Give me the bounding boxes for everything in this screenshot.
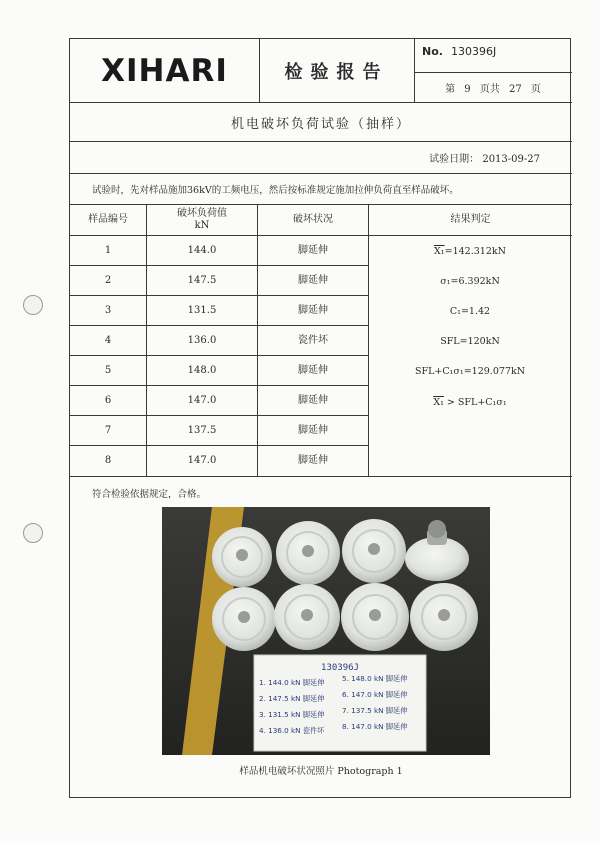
card-line-2: 2. 147.5 kN 脚延伸 [259,694,325,703]
table-row-5-no: 5 [104,364,112,376]
table-row-1-failure: 脚延伸 [298,244,328,256]
card-line-6: 6. 147.0 kN 脚延伸 [342,690,408,699]
judgment-compare: X₁ > SFL+C₁σ₁ [433,397,507,408]
report-number-value: 130396J [450,45,497,58]
table-row-7-failure: 脚延伸 [298,424,328,436]
photo-caption: 样品机电破坏状况照片 Photograph 1 [239,766,403,777]
judgment-c1: C₁=1.42 [449,306,491,317]
table-row-6-no: 6 [104,394,112,406]
insulator-5 [212,587,276,651]
photo-graphic [162,507,490,755]
table-row-4-failure: 瓷件坏 [298,334,328,346]
table-row-6-failure: 脚延伸 [298,394,328,406]
card-line-8: 8. 147.0 kN 脚延伸 [342,722,408,731]
insulator-8 [410,583,478,651]
insulator-1 [212,527,272,587]
table-row-8-failure: 脚延伸 [298,455,328,466]
header-load [147,205,257,235]
header-load-title: 破坏负荷值 [177,208,227,219]
page-info: 第 9 页共 27 页 [445,83,541,95]
card-line-4: 4. 136.0 kN 瓷件坏 [259,726,325,735]
table-row-4-load: 136.0 [187,334,217,346]
conclusion-text: 符合检验依据规定，合格。 [92,489,207,500]
table-row-8-load: 147.0 [187,455,217,466]
report-sheet [69,38,571,798]
table-row-3-failure: 脚延伸 [298,304,328,316]
table-row-2-no: 2 [104,274,112,286]
table-row-4-no: 4 [104,334,112,346]
judgment-sigma: σ₁=6.392kN [440,276,500,287]
table-row-8-no: 8 [104,455,112,466]
card-line-3: 3. 131.5 kN 脚延伸 [259,710,325,719]
header-sample-no: 样品编号 [88,214,128,225]
card-header: 130396J [321,663,359,673]
judgment-sfl: SFL=120kN [440,336,500,347]
table-row-2-failure: 脚延伸 [298,274,328,286]
punch-hole-top [23,295,43,315]
table-row-1-no: 1 [104,244,112,256]
company-logo: XIHARI [101,52,228,89]
insulator-3 [342,519,406,583]
table-row-3-load: 131.5 [187,304,217,316]
header-load-unit: kN [194,220,210,231]
report-number [422,45,496,58]
judgment-sfl-sum: SFL+C₁σ₁=129.077kN [414,366,526,377]
test-date: 试验日期： 2013-09-27 [429,154,540,165]
table-row-7-no: 7 [104,424,112,436]
section-title: 机电破坏负荷试验（抽样） [230,116,411,132]
report-number-label: No. [422,45,443,58]
table-row-5-failure: 脚延伸 [298,364,328,376]
header-failure: 破坏状况 [293,214,333,225]
report-title: 检验报告 [284,61,389,83]
insulator-6 [274,584,340,650]
punch-hole-bottom [23,523,43,543]
header-result: 结果判定 [450,214,491,225]
insulator-2 [276,521,340,585]
table-row-7-load: 137.5 [187,424,217,436]
intro-text: 试验时，先对样品施加36kV的工频电压，然后按标准规定施加拉伸负荷直至样品破坏。 [92,185,459,196]
insulator-7 [341,583,409,651]
table-row-3-no: 3 [104,304,112,316]
card-line-1: 1. 144.0 kN 脚延伸 [259,678,325,687]
table-row-6-load: 147.0 [187,394,217,406]
card-line-7: 7. 137.5 kN 脚延伸 [342,706,408,715]
judgment-mean: X₁=142.312kN [434,246,506,257]
table-row-2-load: 147.5 [187,274,217,286]
table-row-5-load: 148.0 [187,364,217,376]
table-row-1-load: 144.0 [187,244,217,256]
test-photo [162,507,490,755]
card-line-5: 5. 148.0 kN 脚延伸 [342,674,408,683]
